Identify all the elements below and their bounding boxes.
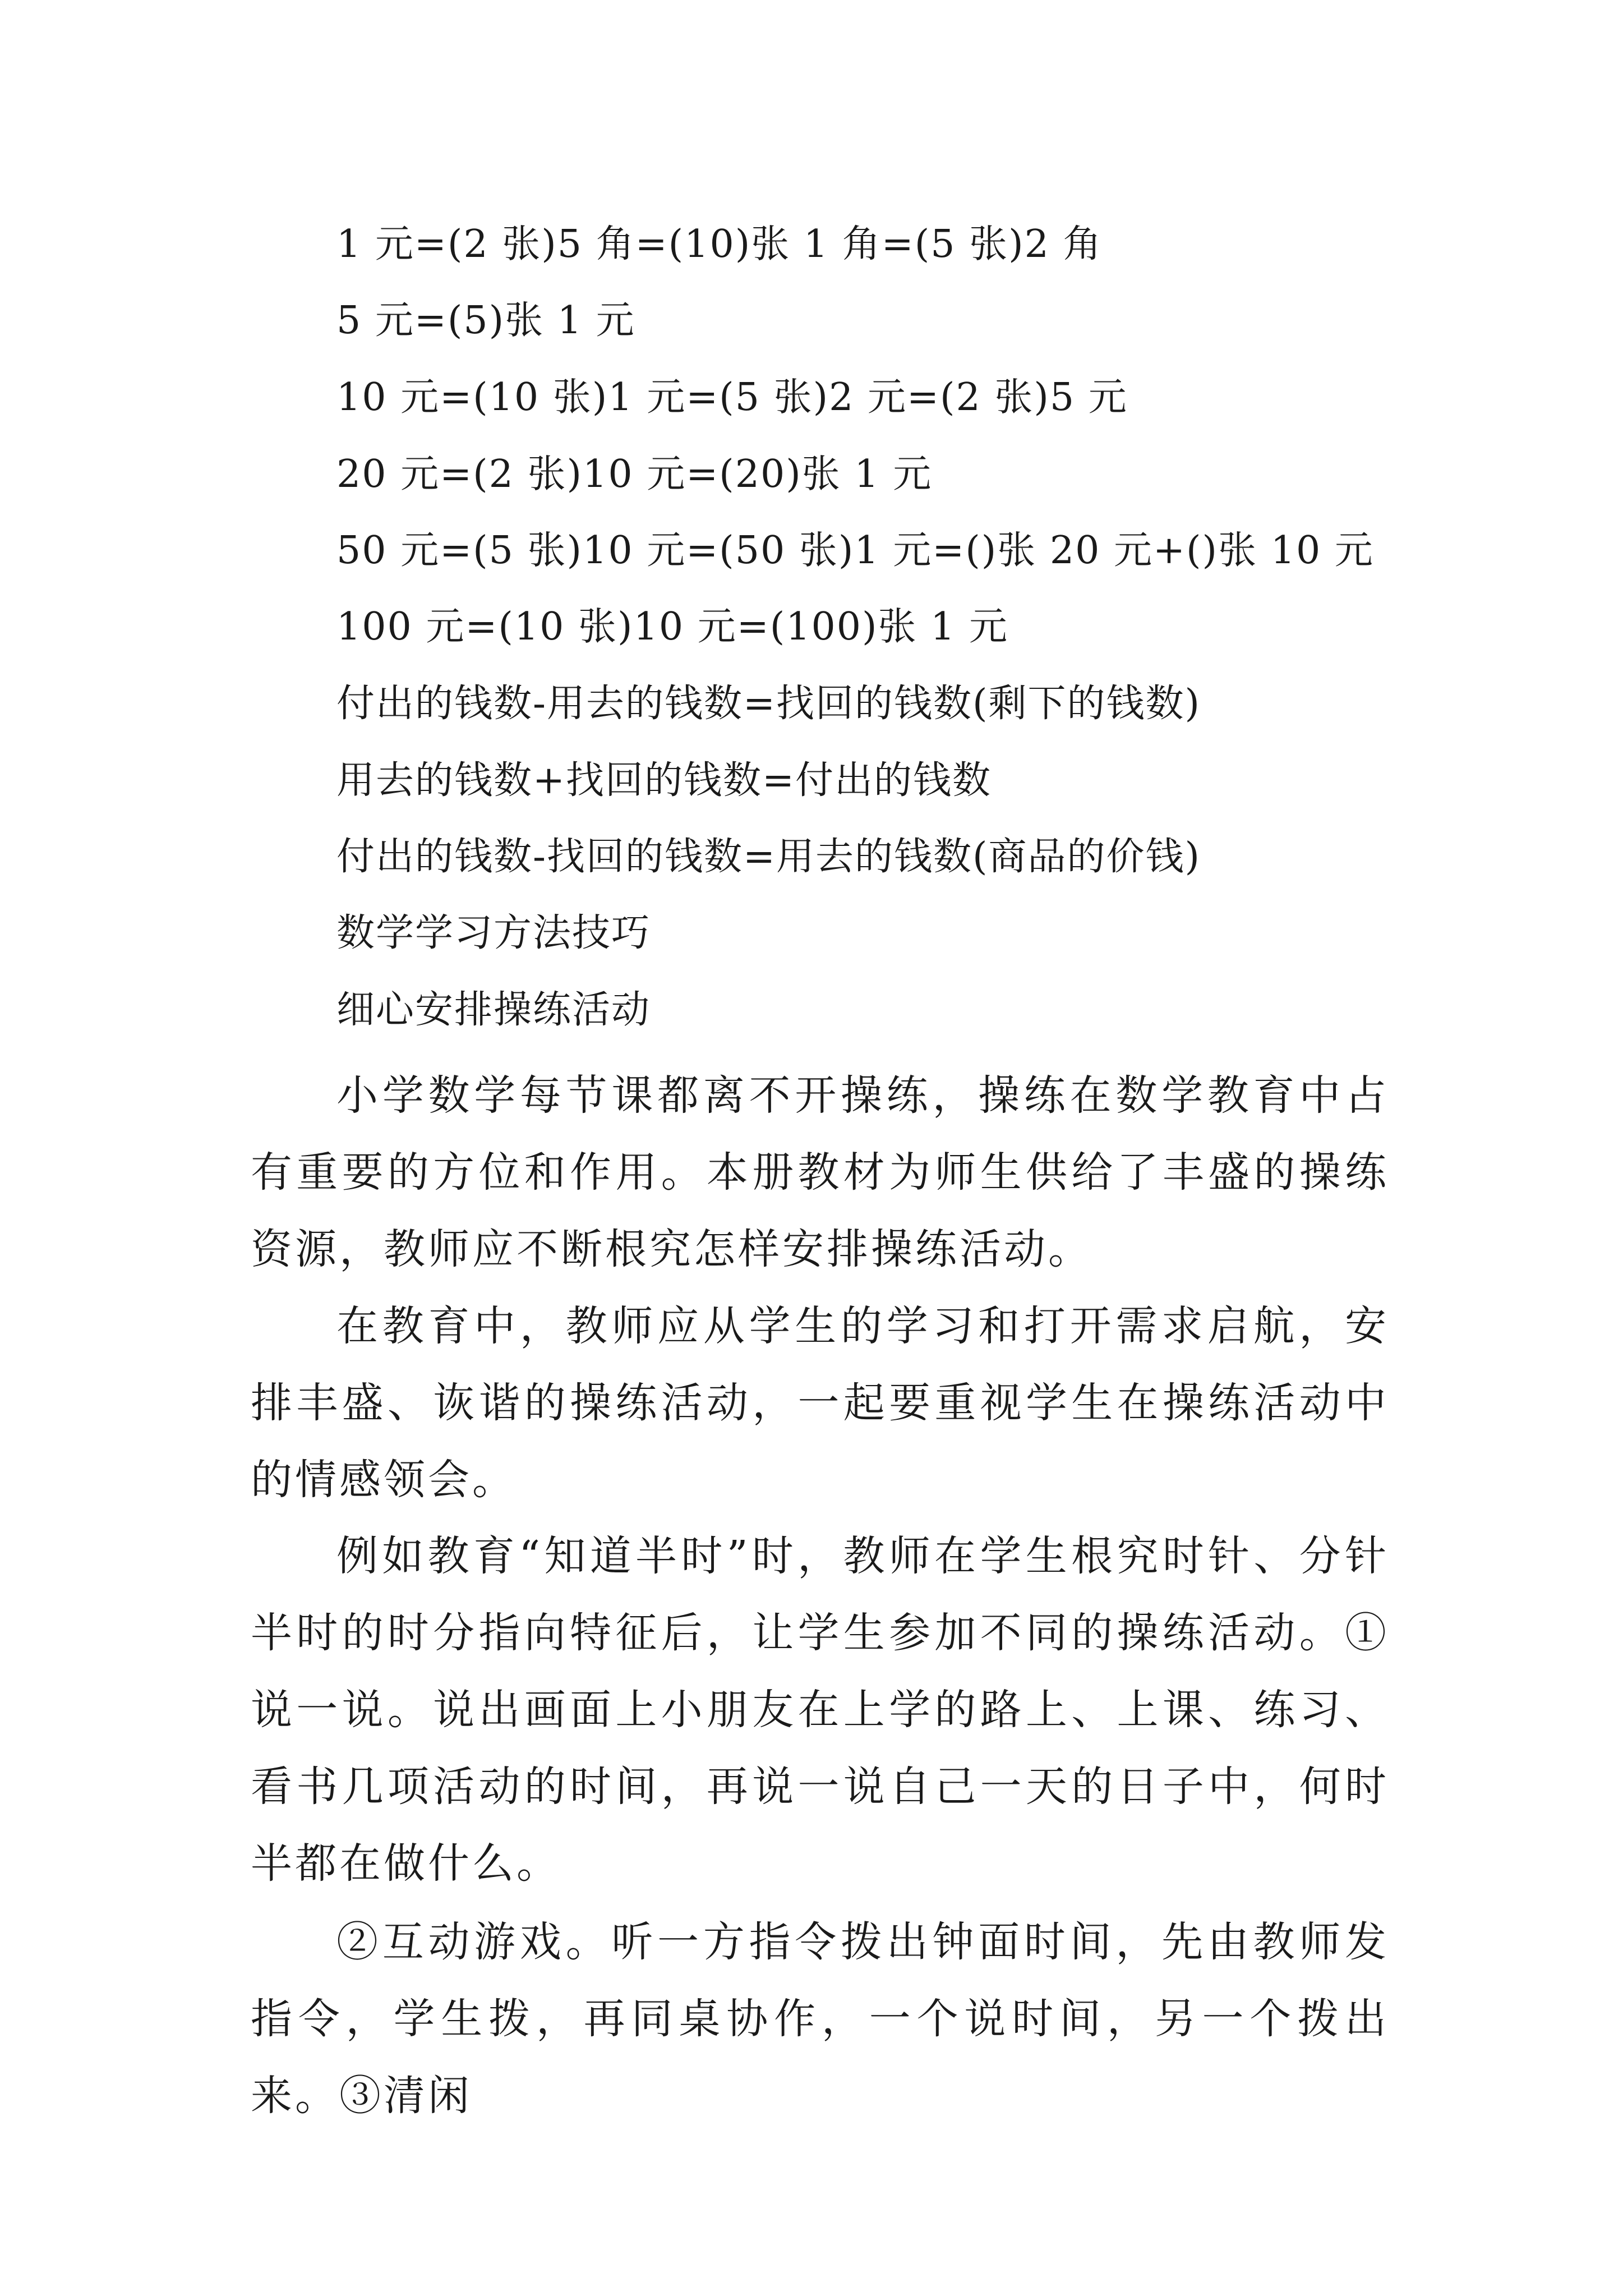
text-line-1: 1 元=(2 张)5 角=(10)张 1 角=(5 张)2 角 (336, 222, 1103, 266)
paragraph-2: 在教育中，教师应从学生的学习和打开需求启航，安排丰盛、诙谐的操练活动，一起要重视学生在操练活动中的情感领会。 (251, 1302, 1389, 1504)
paragraph-1: 小学数学每节课都离不开操练，操练在数学教育中占有重要的方位和作用。本册教材为师生供给了丰盛的操练资源，教师应不断根究怎样安排操练活动。 (251, 1071, 1389, 1273)
text-line-3: 10 元=(10 张)1 元=(5 张)2 元=(2 张)5 元 (336, 375, 1128, 420)
paragraph-3: 例如教育“知道半时”时，教师在学生根究时针、分针半时的时分指向特征后，让学生参加不同的操练活动。①说一说。说出画面上小朋友在上学的路上、上课、练习、看书几项活动的时间，再说一说自己一天的日子中，何时半都在做什么。 (251, 1532, 1389, 1888)
formula-line-2: 用去的钱数+找回的钱数=付出的钱数 (336, 758, 992, 803)
subsection-heading: 细心安排操练活动 (336, 988, 651, 1032)
text-line-2: 5 元=(5)张 1 元 (336, 298, 635, 343)
section-heading: 数学学习方法技巧 (336, 911, 651, 955)
text-line-5: 50 元=(5 张)10 元=(50 张)1 元=()张 20 元+()张 10 元 (336, 528, 1374, 573)
text-line-6: 100 元=(10 张)10 元=(100)张 1 元 (336, 605, 1009, 649)
formula-line-1: 付出的钱数-用去的钱数=找回的钱数(剩下的钱数) (336, 682, 1201, 726)
text-line-4: 20 元=(2 张)10 元=(20)张 1 元 (336, 452, 933, 496)
paragraph-4: ②互动游戏。听一方指令拨出钟面时间，先由教师发指令，学生拨，再同桌协作，一个说时间，另一个拨出来。③清闲 (251, 1918, 1389, 2120)
formula-line-3: 付出的钱数-找回的钱数=用去的钱数(商品的价钱) (336, 835, 1201, 879)
